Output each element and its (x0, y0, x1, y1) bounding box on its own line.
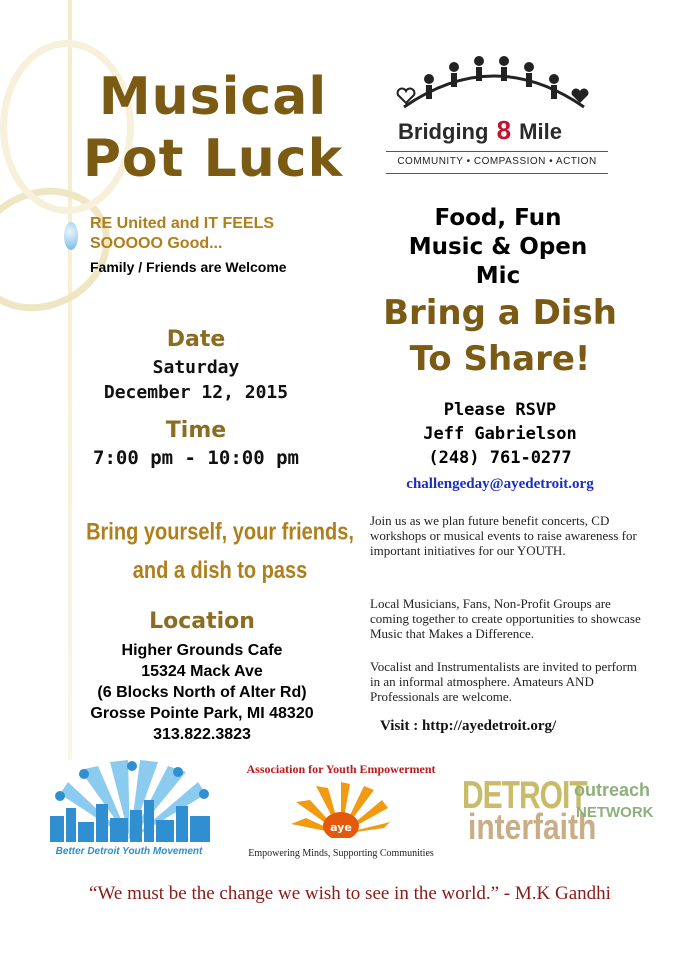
highlight-line3: Mic (475, 263, 521, 289)
visit-website-link[interactable]: Visit : http://ayedetroit.org/ (380, 718, 557, 734)
tagline-line2: SOOOOO Good... (90, 235, 223, 252)
bring-a-dish-headline (362, 290, 638, 382)
event-title (82, 66, 344, 190)
dish-line2: To Share! (409, 339, 591, 379)
highlight-line2: Music & Open (408, 234, 588, 260)
bring-yourself-text (80, 513, 360, 590)
event-title-line1: Musical (98, 67, 328, 127)
aye-logo (238, 762, 444, 862)
people-chain-icon (394, 55, 594, 117)
logo-tagline: COMMUNITY • COMPASSION • ACTION (397, 156, 597, 167)
location-details (70, 640, 334, 745)
description-p3: Vocalist and Instrumentalists are invited to perform in an informal atmosphere. Amateurs AND Professionals are welcome. (370, 659, 637, 704)
logo-name-left: Bridging (398, 119, 489, 144)
venue-name: Higher Grounds Cafe (121, 642, 283, 659)
svg-text:aye: aye (330, 821, 352, 834)
dion-detroit: DETROIT (462, 774, 587, 817)
dish-line1: Bring a Dish (383, 293, 617, 333)
event-title-line2: Pot Luck (82, 129, 344, 189)
date-heading: Date (166, 327, 226, 352)
bring-line1: Bring yourself, your friends, (86, 519, 354, 546)
time-heading: Time (165, 418, 227, 443)
logo-divider (386, 173, 608, 174)
description-p1: Join us as we plan future benefit concerts, CD workshops or musical events to raise awareness for important initiatives for our YOUTH. (370, 513, 637, 558)
directions: (6 Blocks North of Alter Rd) (97, 684, 307, 701)
rsvp-contact: Jeff Gabrielson (423, 424, 577, 444)
gandhi-quote: “We must be the change we wish to see in the world.” - M.K Gandhi (89, 883, 611, 904)
dion-outreach: outreach (574, 780, 651, 800)
eight-heart-icon: 8 (496, 115, 512, 145)
rsvp-phone: (248) 761-0277 (428, 448, 572, 468)
street-address: 15324 Mack Ave (141, 663, 263, 680)
highlight-line1: Food, Fun (434, 205, 562, 231)
dion-interfaith: interfaith (468, 808, 597, 848)
tagline-line1: RE United and IT FEELS (90, 215, 275, 232)
aye-title: Association for Youth Empowerment (246, 762, 436, 776)
bdym-name: Better Detroit Youth Movement (55, 846, 203, 857)
rsvp-email-link[interactable]: challengeday@ayedetroit.org (406, 476, 594, 492)
welcome-text: Family / Friends are Welcome (90, 259, 287, 275)
bridging-8-mile-logo (386, 55, 608, 180)
logo-name-right: Mile (519, 119, 562, 144)
description-p2: Local Musicians, Fans, Non-Profit Groups are coming together to create opportunities to showcase Music that Makes a Difference. (370, 596, 641, 641)
bring-line2: and a dish to pass (132, 557, 308, 584)
water-drop-icon (64, 222, 78, 250)
aye-tagline: Empowering Minds, Supporting Communities (248, 848, 434, 859)
skyline-sunburst-icon (40, 760, 220, 844)
tagline (90, 214, 350, 254)
sunburst-icon (286, 782, 396, 838)
rsvp-block (390, 398, 610, 470)
location-heading: Location (149, 609, 255, 634)
highlights (378, 204, 618, 291)
time-value: 7:00 pm - 10:00 pm (93, 447, 299, 469)
logo-wordmark (398, 115, 608, 146)
logo-divider (386, 151, 608, 152)
venue-phone: 313.822.3823 (153, 726, 251, 743)
date-value (80, 355, 312, 405)
bdym-logo (36, 760, 222, 864)
dion-network: NETWORK (576, 804, 654, 821)
detroit-interfaith-logo (458, 772, 654, 852)
city-state-zip: Grosse Pointe Park, MI 48320 (90, 705, 314, 722)
rsvp-label: Please RSVP (443, 400, 557, 420)
date-day: Saturday (152, 357, 240, 378)
date-full: December 12, 2015 (103, 382, 289, 403)
